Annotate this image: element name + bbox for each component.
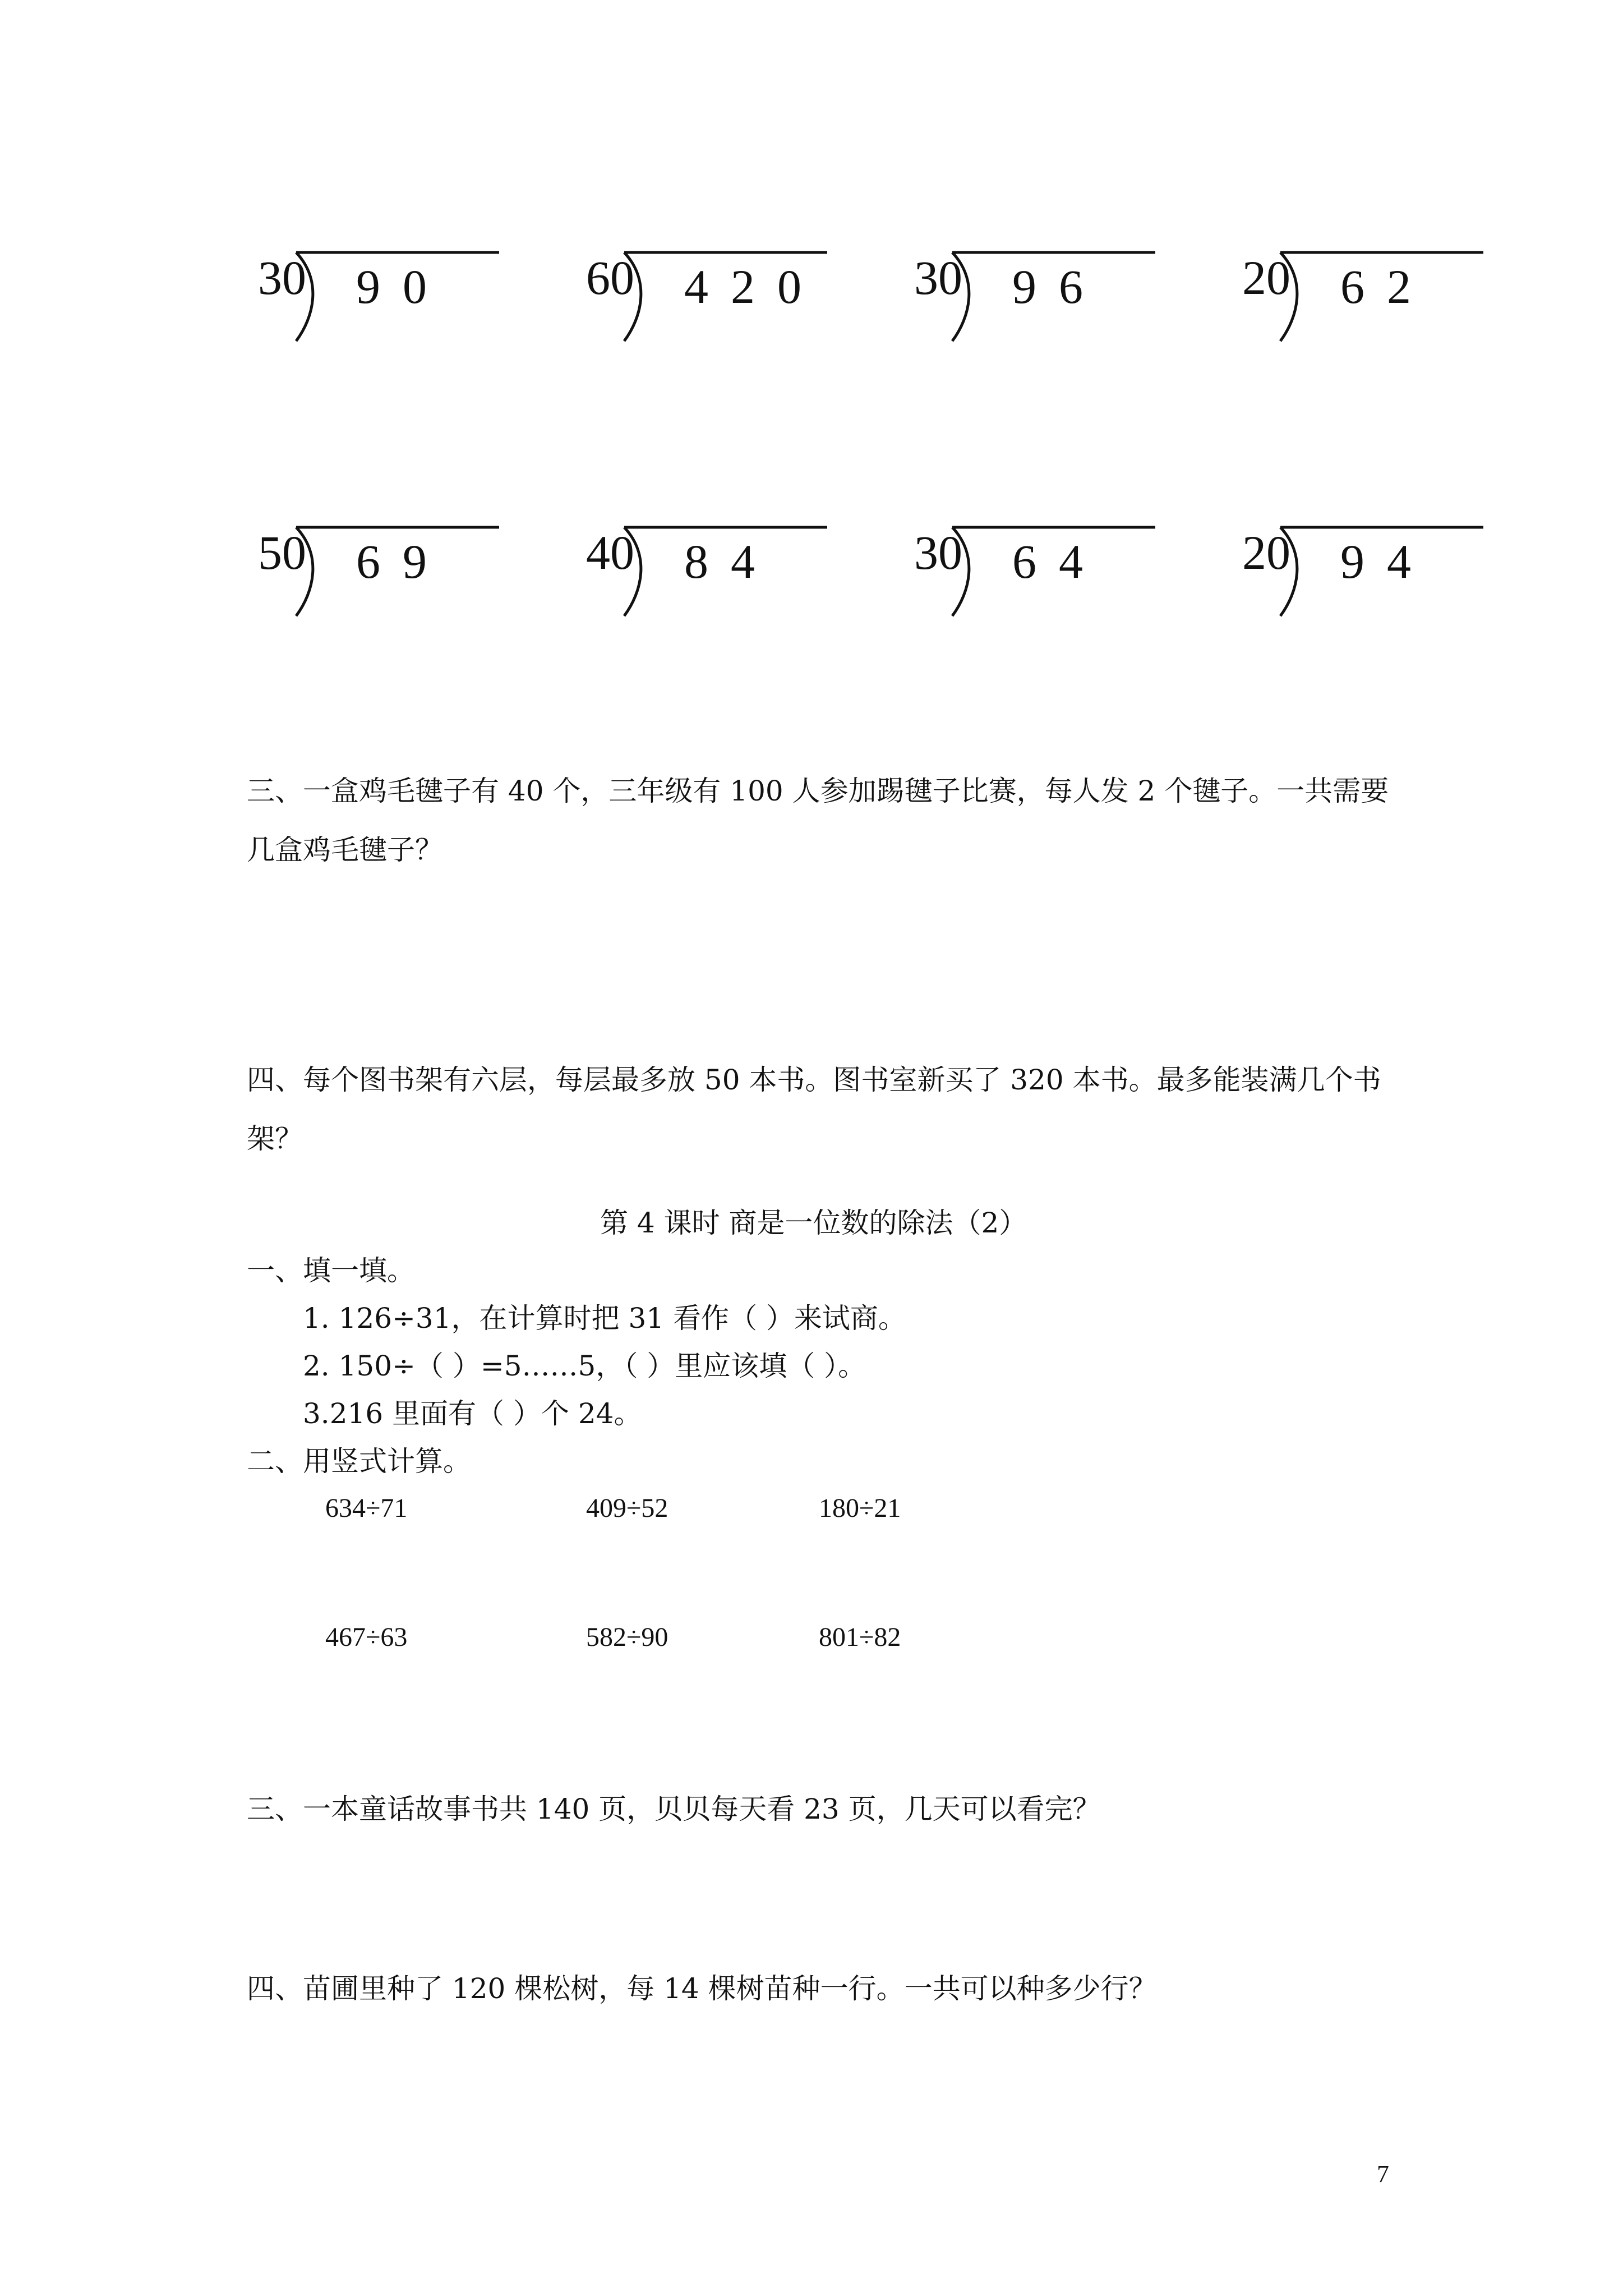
divisor: 50: [258, 526, 306, 579]
long-division-6: [586, 522, 833, 617]
vertical-heading: 二、用竖式计算。: [247, 1445, 471, 1478]
dividend: 84: [684, 535, 777, 588]
divisor: 30: [914, 526, 962, 579]
section3-line2: 几盒鸡毛毽子？: [247, 834, 443, 866]
divisor: 20: [1242, 251, 1290, 305]
divisor: 60: [586, 251, 634, 305]
question-4: 四、苗圃里种了 120 棵松树，每 14 棵树苗种一行。一共可以种多少行？: [247, 1972, 1157, 2005]
fill-heading: 一、填一填。: [247, 1254, 415, 1287]
dividend: 64: [1012, 535, 1105, 588]
dividend: 62: [1340, 260, 1433, 314]
fill-item-3: 3.216 里面有（ ）个 24。: [303, 1397, 642, 1430]
vertical-exercise-2: 409÷52: [586, 1493, 668, 1523]
dividend: 420: [684, 260, 824, 314]
section4-line1: 四、每个图书架有六层，每层最多放 50 本书。图书室新买了 320 本书。最多能装满几个书: [247, 1064, 1381, 1096]
fill-item-2: 2. 150÷（ ）=5……5，（ ）里应该填（ ）。: [303, 1350, 866, 1382]
vertical-exercise-6: 801÷82: [819, 1622, 901, 1652]
long-division-7: [914, 522, 1161, 617]
long-division-1: [258, 247, 505, 342]
question-3: 三、一本童话故事书共 140 页，贝贝每天看 23 页，几天可以看完？: [247, 1793, 1101, 1825]
dividend: 96: [1012, 260, 1105, 314]
fill-item-1: 1. 126÷31，在计算时把 31 看作（ ）来试商。: [303, 1302, 906, 1335]
divisor: 30: [258, 251, 306, 305]
long-division-5: [258, 522, 505, 617]
dividend: 90: [356, 260, 449, 314]
dividend: 94: [1340, 535, 1433, 588]
vertical-exercise-5: 582÷90: [586, 1622, 668, 1652]
section3-line1: 三、一盒鸡毛毽子有 40 个，三年级有 100 人参加踢毽子比赛，每人发 2 个毽子。一共需要: [247, 775, 1389, 807]
vertical-exercise-3: 180÷21: [819, 1493, 901, 1523]
long-division-8: [1242, 522, 1489, 617]
long-division-4: [1242, 247, 1489, 342]
long-division-2: [586, 247, 833, 342]
lesson-title: 第 4 课时 商是一位数的除法（2）: [600, 1207, 1027, 1239]
vertical-exercise-4: 467÷63: [325, 1622, 408, 1652]
divisor: 40: [586, 526, 634, 579]
page-number: 7: [1377, 2160, 1389, 2188]
long-division-3: [914, 247, 1161, 342]
vertical-exercise-1: 634÷71: [325, 1493, 408, 1523]
section4-line2: 架？: [247, 1122, 303, 1155]
dividend: 69: [356, 535, 449, 588]
divisor: 30: [914, 251, 962, 305]
divisor: 20: [1242, 526, 1290, 579]
